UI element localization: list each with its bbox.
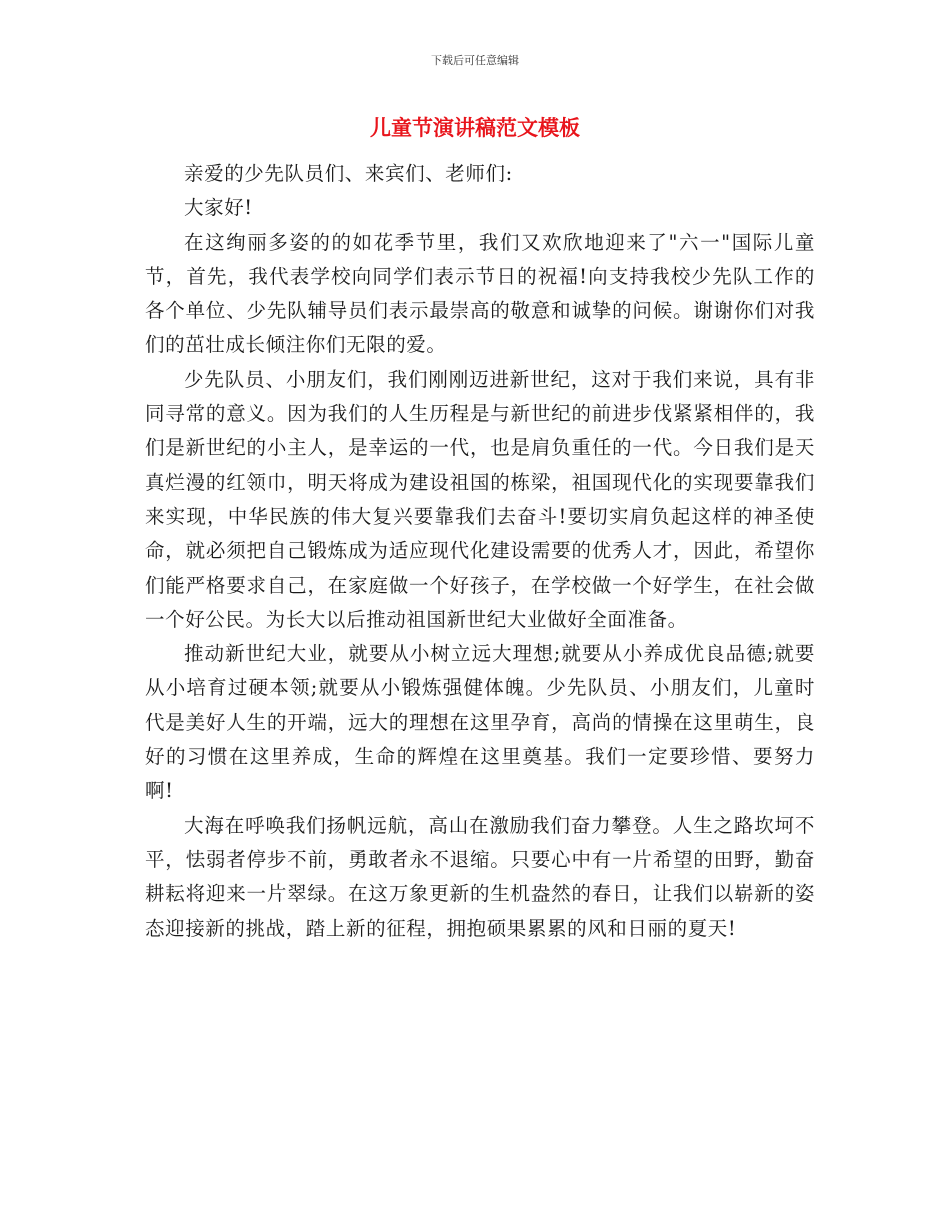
header-note: 下载后可任意编辑 xyxy=(431,54,519,67)
paragraph-2: 少先队员、小朋友们，我们刚刚迈进新世纪，这对于我们来说，具有非同寻常的意义。因为我们的人生历程是与新世纪的前进步伐紧紧相伴的，我们是新世纪的小主人，是幸运的一代，也是肩负重任的一代。今日我们是天真烂漫的红领巾，明天将成为建设祖国的栋梁，祖国现代化的实现要靠我们来实现，中华民族的伟大复兴要靠我们去奋斗!要切实肩负起这样的神圣使命，就必须把自己锻炼成为适应现代化建设需要的优秀人才，因此，希望你们能严格要求自己，在家庭做一个好孩子，在学校做一个好学生，在社会做一个好公民。为长大以后推动祖国新世纪大业做好全面准备。 xyxy=(145,367,815,631)
document-body xyxy=(145,157,815,946)
paragraph-salutation: 亲爱的少先队员们、来宾们、老师们: xyxy=(184,162,513,185)
paragraph-3: 推动新世纪大业，就要从小树立远大理想;就要从小养成优良品德;就要从小培育过硬本领;就要从小锻炼强健体魄。少先队员、小朋友们，儿童时代是美好人生的开端，远大的理想在这里孕育，高尚的情操在这里萌生，良好的习惯在这里养成，生命的辉煌在这里奠基。我们一定要珍惜、要努力啊! xyxy=(145,642,815,803)
document-title: 儿童节演讲稿范文模板 xyxy=(370,115,580,140)
paragraph-1: 在这绚丽多姿的的如花季节里，我们又欢欣地迎来了"六一"国际儿童节，首先，我代表学校向同学们表示节日的祝福!向支持我校少先队工作的各个单位、少先队辅导员们表示最崇高的敬意和诚挚的问候。谢谢你们对我们的茁壮成长倾注你们无限的爱。 xyxy=(145,230,815,357)
paragraph-greeting: 大家好! xyxy=(184,196,253,220)
paragraph-4: 大海在呼唤我们扬帆远航，高山在激励我们奋力攀登。人生之路坎坷不平，怯弱者停步不前，勇敢者永不退缩。只要心中有一片希望的田野，勤奋耕耘将迎来一片翠绿。在这万象更新的生机盎然的春日，让我们以崭新的姿态迎接新的挑战，踏上新的征程，拥抱硕果累累的风和日丽的夏天! xyxy=(145,813,815,940)
